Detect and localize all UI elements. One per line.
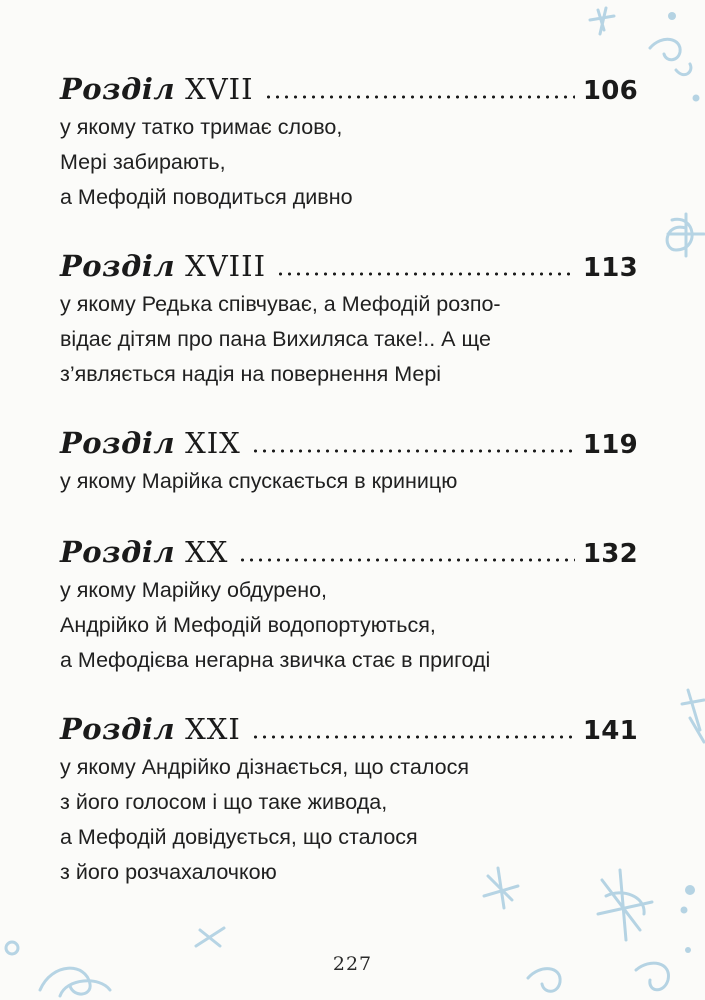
chapter-heading	[60, 243, 638, 283]
chapter-word: Розділ	[60, 535, 176, 569]
dot-leader	[238, 537, 574, 563]
chapter-numeral: XVIII	[185, 249, 267, 283]
rune-ornament-icon	[590, 8, 614, 34]
description-line: у якому татко тримає слово,	[60, 115, 343, 139]
chapter-heading	[60, 706, 638, 746]
chapter-word: Розділ	[60, 249, 176, 283]
chapter-word: Розділ	[60, 426, 176, 460]
dot-leader	[276, 251, 575, 277]
rune-ornament-icon	[682, 690, 704, 742]
toc-entry	[60, 706, 638, 890]
chapter-page-number: 132	[582, 539, 638, 569]
chapter-page-number: 119	[582, 430, 638, 460]
dot-leader	[251, 714, 575, 740]
rune-ornament-icon	[196, 928, 224, 946]
description-line: у якому Марійку обдурено,	[60, 578, 328, 602]
chapter-description	[60, 464, 638, 499]
toc-entry	[60, 420, 638, 499]
chapter-description	[60, 287, 638, 392]
toc-entry	[60, 66, 638, 215]
chapter-numeral: XXI	[185, 712, 241, 746]
chapter-description	[60, 573, 638, 678]
knot-ornament-icon	[667, 214, 704, 256]
chapter-heading	[60, 420, 638, 460]
dot-leader	[251, 428, 575, 454]
dot-leader	[264, 74, 575, 100]
chapter-word: Розділ	[60, 712, 176, 746]
chapter-page-number: 141	[582, 716, 638, 746]
chapter-heading	[60, 529, 638, 569]
description-line: з його розчахалочкою	[60, 860, 277, 884]
toc-entry	[60, 529, 638, 678]
chapter-page-number: 106	[582, 76, 638, 106]
description-line: відає дітям про пана Вихиляса таке!.. А ще	[60, 327, 491, 351]
description-line: у якому Андрійко дізнається, що сталося	[60, 755, 469, 779]
chapter-numeral: XVII	[185, 72, 254, 106]
chapter-numeral: XIX	[185, 426, 241, 460]
curl-ornament-icon	[650, 39, 691, 74]
description-line: а Мефодій довідується, що сталося	[60, 825, 418, 849]
description-line: у якому Марійка спускається в криницю	[60, 469, 458, 493]
chapter-description	[60, 750, 638, 890]
chapter-page-number: 113	[582, 253, 638, 283]
chapter-word: Розділ	[60, 72, 176, 106]
page-number: 227	[332, 953, 373, 975]
toc-entry	[60, 243, 638, 392]
chapter-description	[60, 110, 638, 215]
description-line: Андрійко й Мефодій водопортуються,	[60, 613, 436, 637]
description-line: з його голосом і що таке живода,	[60, 790, 388, 814]
description-line: а Мефодієва негарна звичка стає в пригоді	[60, 648, 491, 672]
chapter-numeral: XX	[185, 535, 229, 569]
description-line: Мері забирають,	[60, 150, 226, 174]
description-line: у якому Редька співчуває, а Мефодій розпо-	[60, 292, 501, 316]
description-line: з’являється надія на повернення Мері	[60, 362, 442, 386]
chapter-heading	[60, 66, 638, 106]
description-line: а Мефодій поводиться дивно	[60, 185, 353, 209]
